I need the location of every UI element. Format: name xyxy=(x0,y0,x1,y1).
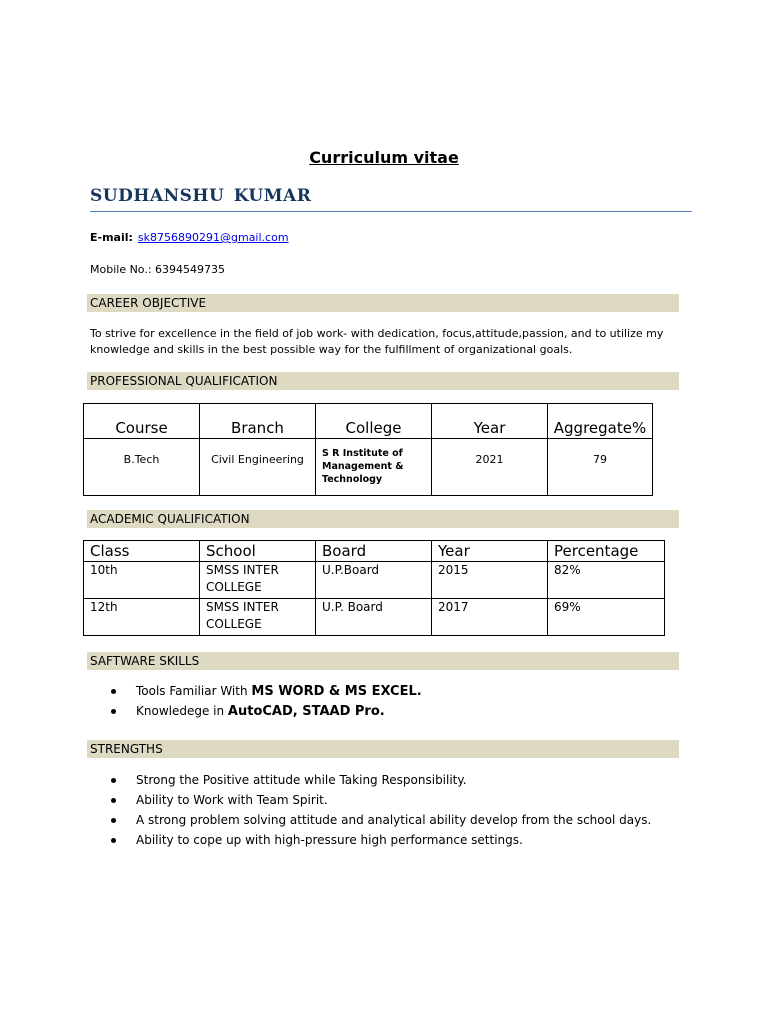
table-row xyxy=(84,599,665,636)
strength-text: Strong the Positive attitude while Taking Responsibility. xyxy=(136,773,467,787)
table-cell: 2017 xyxy=(432,599,548,636)
table-cell: 12th xyxy=(84,599,200,636)
strength-text: Ability to cope up with high-pressure high performance settings. xyxy=(136,833,523,847)
table-cell: Civil Engineering xyxy=(200,439,316,496)
skill-highlight: AutoCAD, STAAD Pro. xyxy=(227,704,385,719)
strength-text: A strong problem solving attitude and analytical ability develop from the school days. xyxy=(136,813,652,827)
table-header-row xyxy=(84,404,653,439)
table-row xyxy=(84,562,665,599)
career-objective-text: To strive for excellence in the field of job work- with dedication, focus,attitude,passion, and to utilize my knowledge and skills in the best possible way for the fulfillment of organizational goals. xyxy=(90,327,664,356)
table-cell: B.Tech xyxy=(84,439,200,496)
table-cell: U.P. Board xyxy=(316,599,432,636)
table-header-cell: Percentage xyxy=(548,541,665,562)
software-skills-list xyxy=(108,681,422,721)
table-cell: SMSS INTER COLLEGE xyxy=(200,562,316,599)
table-header-cell: Year xyxy=(432,541,548,562)
table-cell: 79 xyxy=(548,439,653,496)
section-heading-software-skills: SAFTWARE SKILLS xyxy=(87,652,679,670)
skill-prefix: Tools Familiar With xyxy=(136,684,252,698)
list-item xyxy=(108,681,422,701)
section-heading-professional-qualification: PROFESSIONAL QUALIFICATION xyxy=(87,372,679,390)
document-title: Curriculum vitae xyxy=(309,148,459,167)
table-header-cell: Class xyxy=(84,541,200,562)
strength-text: Ability to Work with Team Spirit. xyxy=(136,793,328,807)
list-item xyxy=(108,701,422,721)
table-header-row xyxy=(84,541,665,562)
skill-prefix: Knowledege in xyxy=(136,704,228,718)
strengths-list xyxy=(108,770,651,850)
candidate-name: SUDHANSHU KUMAR xyxy=(90,186,312,206)
table-cell: 2021 xyxy=(432,439,548,496)
mobile-number: Mobile No.: 6394549735 xyxy=(90,263,226,276)
table-header-cell: Board xyxy=(316,541,432,562)
table-header-cell: Branch xyxy=(200,404,316,439)
table-header-cell: Aggregate% xyxy=(548,404,653,439)
bullet-icon xyxy=(111,709,116,714)
section-heading-academic-qualification: ACADEMIC QUALIFICATION xyxy=(87,510,679,528)
skill-highlight: MS WORD & MS EXCEL. xyxy=(251,684,422,699)
section-heading-career-objective: CAREER OBJECTIVE xyxy=(87,294,679,312)
table-cell: 2015 xyxy=(432,562,548,599)
table-header-cell: Course xyxy=(84,404,200,439)
table-header-cell: College xyxy=(316,404,432,439)
table-cell: S R Institute of Management & Technology xyxy=(316,439,432,496)
table-row xyxy=(84,439,653,496)
table-header-cell: School xyxy=(200,541,316,562)
table-cell: U.P.Board xyxy=(316,562,432,599)
section-heading-strengths: STRENGTHS xyxy=(87,740,679,758)
email-label: E-mail: xyxy=(90,231,133,244)
list-item xyxy=(108,830,651,850)
table-cell: 10th xyxy=(84,562,200,599)
bullet-icon xyxy=(111,838,116,843)
table-header-cell: Year xyxy=(432,404,548,439)
list-item xyxy=(108,810,651,830)
email-row xyxy=(90,229,289,247)
professional-qualification-table xyxy=(83,403,653,496)
bullet-icon xyxy=(111,798,116,803)
list-item xyxy=(108,790,651,810)
table-cell: SMSS INTER COLLEGE xyxy=(200,599,316,636)
bullet-icon xyxy=(111,818,116,823)
bullet-icon xyxy=(111,689,116,694)
bullet-icon xyxy=(111,778,116,783)
table-cell: 82% xyxy=(548,562,665,599)
table-cell: 69% xyxy=(548,599,665,636)
list-item xyxy=(108,770,651,790)
email-link[interactable]: sk8756890291@gmail.com xyxy=(137,231,289,244)
name-divider xyxy=(90,211,692,212)
academic-qualification-table xyxy=(83,540,665,636)
